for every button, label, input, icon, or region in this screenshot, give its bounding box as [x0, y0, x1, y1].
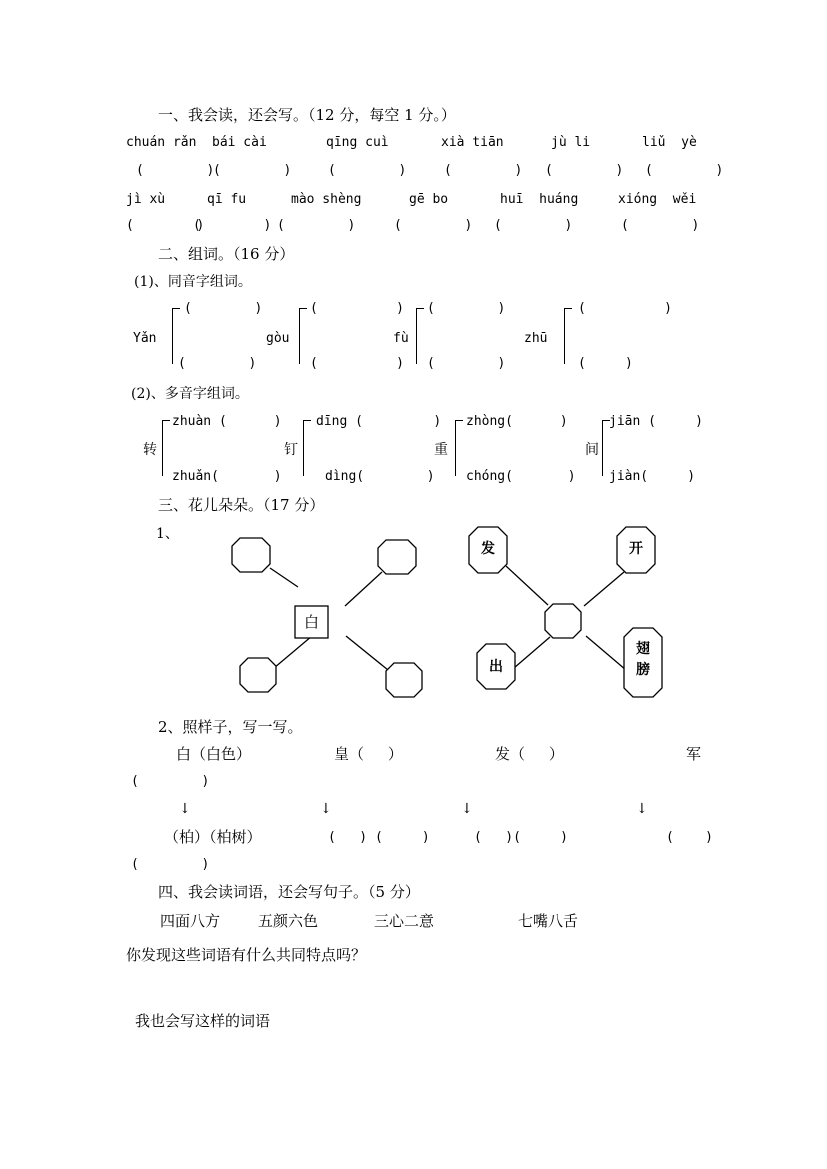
- answer-blank[interactable]: jiān ( ): [609, 414, 703, 429]
- idiom: 三心二意: [374, 912, 435, 930]
- pinyin-1: chuán rǎn: [126, 135, 197, 150]
- section3-heading: 三、花儿朵朵。（17 分）: [158, 496, 325, 514]
- q2-label: 2、照样子，写一写。: [158, 718, 303, 736]
- answer-blank[interactable]: ( ): [310, 356, 404, 371]
- char-zhong: 重: [434, 442, 448, 458]
- petal-label: 膀: [636, 662, 650, 678]
- answer-blank[interactable]: ( ) ( ): [328, 830, 430, 845]
- petal-octagon[interactable]: [240, 658, 276, 692]
- answer-blank[interactable]: ( ): [178, 356, 257, 371]
- part1-title: (1)、同音字组词。: [134, 274, 252, 290]
- pinyin-yan: Yǎn: [133, 331, 157, 346]
- answer-blank[interactable]: ( ): [645, 163, 724, 178]
- answer-blank[interactable]: ( ): [131, 774, 210, 789]
- answer-blank[interactable]: ( ): [578, 301, 672, 316]
- petal-label: 开: [629, 541, 643, 557]
- pinyin-zhu: zhū: [524, 331, 548, 346]
- pinyin-9: mào shèng: [291, 192, 362, 207]
- answer-blank[interactable]: zhòng( ): [466, 414, 568, 429]
- pinyin-4: xià tiān: [441, 135, 504, 150]
- section4-prompt: 我也会写这样的词语: [135, 1012, 271, 1030]
- answer-blank[interactable]: ( ): [494, 218, 573, 233]
- arrow-down-icon: ↓: [461, 801, 473, 817]
- answer-blank[interactable]: ( ): [578, 356, 633, 371]
- answer-blank[interactable]: ( ): [136, 163, 215, 178]
- connector-line: [506, 566, 548, 605]
- section2-heading: 二、组词。（16 分）: [158, 245, 295, 263]
- arrow-down-icon: ↓: [179, 801, 191, 817]
- connector-line: [274, 636, 312, 668]
- pinyin-12: xióng wěi: [618, 192, 697, 207]
- answer-blank[interactable]: ( ): [213, 163, 292, 178]
- section1-heading: 一、我会读，还会写。（12 分，每空 1 分。）: [158, 106, 456, 124]
- pinyin-10: gē bo: [409, 192, 449, 207]
- answer-blank[interactable]: ( ): [277, 218, 356, 233]
- arrow-down-icon: ↓: [636, 801, 648, 817]
- connector-line: [345, 572, 382, 606]
- pinyin-5: jù li: [551, 135, 591, 150]
- answer-blank[interactable]: dìng( ): [325, 469, 435, 484]
- petal-label: 出: [489, 659, 503, 675]
- answer-blank[interactable]: ( ): [427, 301, 506, 316]
- char-zhuan: 转: [143, 442, 157, 458]
- answer-blank[interactable]: chóng( ): [466, 469, 576, 484]
- answer-blank[interactable]: jiàn( ): [609, 469, 696, 484]
- section4-question: 你发现这些词语有什么共同特点吗？: [126, 946, 367, 964]
- connector-line: [514, 637, 550, 668]
- pinyin-6: liǔ yè: [642, 135, 697, 150]
- item-top[interactable]: 发（ ）: [495, 745, 564, 763]
- answer-blank[interactable]: ( ): [193, 218, 272, 233]
- answer-blank[interactable]: zhuǎn( ): [172, 469, 282, 484]
- item-top[interactable]: 皇（ ）: [334, 745, 403, 763]
- pinyin-3: qīng cuì: [326, 135, 389, 150]
- char-jian: 间: [585, 442, 599, 458]
- connector-line: [584, 572, 624, 606]
- pinyin-7: jì xù: [126, 192, 166, 207]
- center-octagon[interactable]: [545, 604, 581, 638]
- item-top: 军: [686, 745, 702, 763]
- answer-blank[interactable]: ( ): [545, 163, 624, 178]
- petal-octagon[interactable]: [386, 663, 422, 697]
- answer-blank[interactable]: ( ): [131, 857, 210, 872]
- connector-line: [270, 568, 298, 587]
- section4-heading: 四、我会读词语，还会写句子。（5 分）: [158, 883, 420, 901]
- idiom: 七嘴八舌: [518, 912, 579, 930]
- answer-blank[interactable]: ( ): [126, 218, 205, 233]
- answer-blank[interactable]: ( ): [444, 163, 523, 178]
- answer-blank[interactable]: ( ): [427, 356, 506, 371]
- petal-octagon[interactable]: [378, 540, 416, 574]
- pinyin-gou: gòu: [266, 331, 290, 346]
- petal-octagon[interactable]: [232, 538, 270, 572]
- arrow-down-icon: ↓: [320, 801, 332, 817]
- answer-blank[interactable]: ( ): [310, 301, 404, 316]
- pinyin-fu: fù: [393, 331, 409, 346]
- pinyin-11: huī huáng: [500, 192, 579, 207]
- connector-line: [346, 636, 388, 670]
- answer-blank[interactable]: ( ): [394, 218, 473, 233]
- pinyin-2: bái cài: [212, 135, 267, 150]
- answer-blank[interactable]: ( ): [621, 218, 700, 233]
- answer-blank[interactable]: ( ): [184, 301, 263, 316]
- pinyin-8: qī fu: [207, 192, 247, 207]
- example-top: 白（白色）: [176, 745, 252, 763]
- char-ding: 钉: [284, 442, 298, 458]
- connector-line: [586, 636, 626, 670]
- center-char: 白: [304, 613, 320, 631]
- example-bottom: （柏）（柏树）: [164, 828, 262, 846]
- answer-blank[interactable]: ( ): [666, 830, 713, 845]
- answer-blank[interactable]: ( ): [328, 163, 407, 178]
- answer-blank[interactable]: ( )( ): [474, 830, 568, 845]
- idiom: 五颜六色: [258, 912, 319, 930]
- answer-blank[interactable]: dīng ( ): [316, 414, 442, 429]
- q1-label: 1、: [156, 526, 179, 542]
- answer-blank[interactable]: zhuàn ( ): [172, 414, 282, 429]
- petal-label: 发: [481, 541, 495, 557]
- part2-title: (2)、多音字组词。: [131, 386, 249, 402]
- petal-label: 翅: [636, 641, 650, 657]
- idiom: 四面八方: [160, 912, 221, 930]
